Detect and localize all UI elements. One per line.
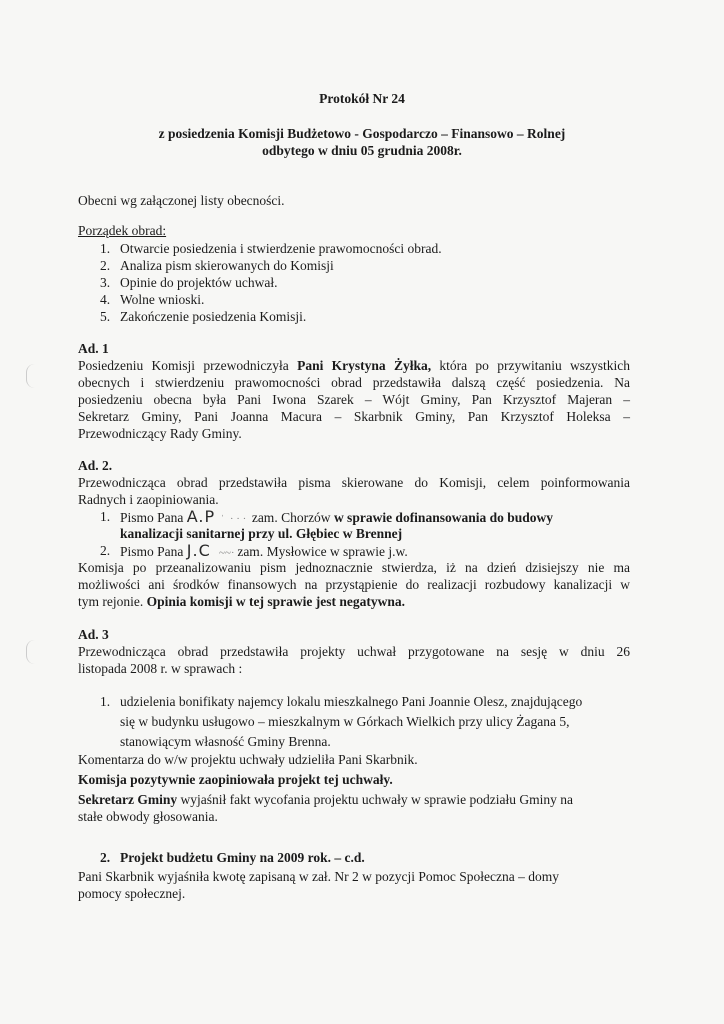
commission-opinion: Opinia komisji w tej sprawie jest negatywna. — [146, 594, 405, 609]
secretary-note — [78, 791, 573, 808]
letter-number: 1. — [100, 509, 111, 524]
redaction-smudge: ˈ · · · — [215, 513, 252, 525]
agenda-item-number: 5. — [100, 309, 111, 324]
secretary-text: wyjaśnił fakt wycofania projektu uchwały w sprawie podziału Gminy na — [177, 792, 573, 807]
ad3-line: Przewodnicząca obrad przedstawiła projekty uchwał przygotowane na sesję w dniu 26 — [78, 644, 630, 659]
ad1-line — [78, 357, 630, 374]
ad2-line: Przewodnicząca obrad przedstawiła pisma skierowane do Komisji, celem poinformowania — [78, 475, 630, 490]
agenda-item-number: 3. — [100, 275, 111, 290]
punch-hole-mark — [26, 364, 43, 388]
treasurer-note-cont: pomocy społecznej. — [78, 886, 186, 901]
resolution-line: się w budynku usługowo – mieszkalnym w Górkach Wielkich przy ulicy Żagana 5, — [120, 714, 570, 729]
ad2-heading: Ad. 2. — [78, 458, 113, 473]
budget-item-number: 2. — [100, 850, 111, 865]
protocol-title: Protokół Nr 24 — [319, 91, 405, 106]
agenda-item: Analiza pism skierowanych do Komisji — [120, 258, 334, 273]
letter-number: 2. — [100, 543, 111, 558]
agenda-item-number: 2. — [100, 258, 111, 273]
redacted-initials: A.P — [186, 507, 216, 526]
attendance-note: Obecni wg załączonej listy obecności. — [78, 193, 285, 208]
letter-text: Pismo Pana — [120, 544, 184, 559]
redaction-smudge: ~~· — [210, 547, 238, 559]
resolution-number: 1. — [100, 694, 111, 709]
ad1-heading: Ad. 1 — [78, 341, 109, 356]
agenda-heading: Porządek obrad: — [78, 223, 167, 238]
secretary-label: Sekretarz Gminy — [78, 792, 178, 807]
ad2-conclusion: możliwości ani środków finansowych na przystąpienie do realizacji rozbudowy kanalizacji w — [78, 577, 630, 592]
ad3-line: listopada 2008 r. w sprawach : — [78, 661, 243, 676]
ad2-conclusion — [78, 593, 405, 610]
ad1-line: posiedzeniu obecna była Pani Iwona Szarek – Wójt Gminy, Pan Krzysztof Majeran – — [78, 392, 630, 407]
resolution-line: stanowiącym własność Gminy Brenna. — [120, 734, 331, 749]
ad2-conclusion: Komisja po przeanalizowaniu pism jednoznacznie stwierdza, iż na dzień dzisiejszy nie ma — [78, 560, 630, 575]
letter-text: zam. Chorzów — [251, 510, 334, 525]
agenda-item: Wolne wnioski. — [120, 292, 205, 307]
letter-subject-cont: kanalizacji sanitarnej przy ul. Głębiec w Brennej — [120, 526, 403, 541]
letter-text: Pismo Pana — [120, 510, 184, 525]
ad2-line: Radnych i zaopiniowania. — [78, 492, 219, 507]
agenda-item-number: 1. — [100, 241, 111, 256]
ad1-line: Sekretarz Gminy, Pani Joanna Macura – Skarbnik Gminy, Pan Krzysztof Holeksa – — [78, 409, 630, 424]
resolution-line: udzielenia bonifikaty najemcy lokalu mieszkalnego Pani Joannie Olesz, znajdującego — [120, 694, 583, 709]
letter-text: zam. Mysłowice w sprawie j.w. — [237, 544, 408, 559]
ad1-text: Posiedzeniu Komisji przewodniczyła — [78, 358, 298, 373]
ad2-text: tym rejonie. — [78, 594, 147, 609]
agenda-item-number: 4. — [100, 292, 111, 307]
agenda-item: Zakończenie posiedzenia Komisji. — [120, 309, 307, 324]
ad1-line: obecnych i stwierdzeniu prawomocności obrad przedstawiła dalszą część posiedzenia. Na — [78, 375, 630, 390]
protocol-date-line: odbytego w dniu 05 grudnia 2008r. — [262, 143, 462, 158]
budget-item-title: Projekt budżetu Gminy na 2009 rok. – c.d. — [120, 850, 365, 865]
agenda-item: Opinie do projektów uchwał. — [120, 275, 278, 290]
protocol-subtitle: z posiedzenia Komisji Budżetowo - Gospodarczo – Finansowo – Rolnej — [158, 126, 566, 141]
treasurer-note: Pani Skarbnik wyjaśniła kwotę zapisaną w zał. Nr 2 w pozycji Pomoc Społeczna – domy — [78, 869, 560, 884]
comment-line: Komentarza do w/w projektu uchwały udzieliła Pani Skarbnik. — [78, 752, 418, 767]
punch-hole-mark — [26, 640, 43, 664]
agenda-item: Otwarcie posiedzenia i stwierdzenie prawomocności obrad. — [120, 241, 442, 256]
ad1-text: która po przywitaniu wszystkich — [431, 358, 630, 373]
chairperson-name: Pani Krystyna Żyłka, — [297, 358, 432, 373]
ad3-heading: Ad. 3 — [78, 627, 109, 642]
redacted-initials: J.C — [186, 541, 211, 560]
ad1-line: Przewodniczący Rady Gminy. — [78, 426, 242, 441]
secretary-note-cont: stałe obwody głosowania. — [78, 809, 218, 824]
letter-subject: w sprawie dofinansowania do budowy — [333, 510, 553, 525]
commission-opinion: Komisja pozytywnie zaopiniowała projekt tej uchwały. — [78, 772, 393, 787]
